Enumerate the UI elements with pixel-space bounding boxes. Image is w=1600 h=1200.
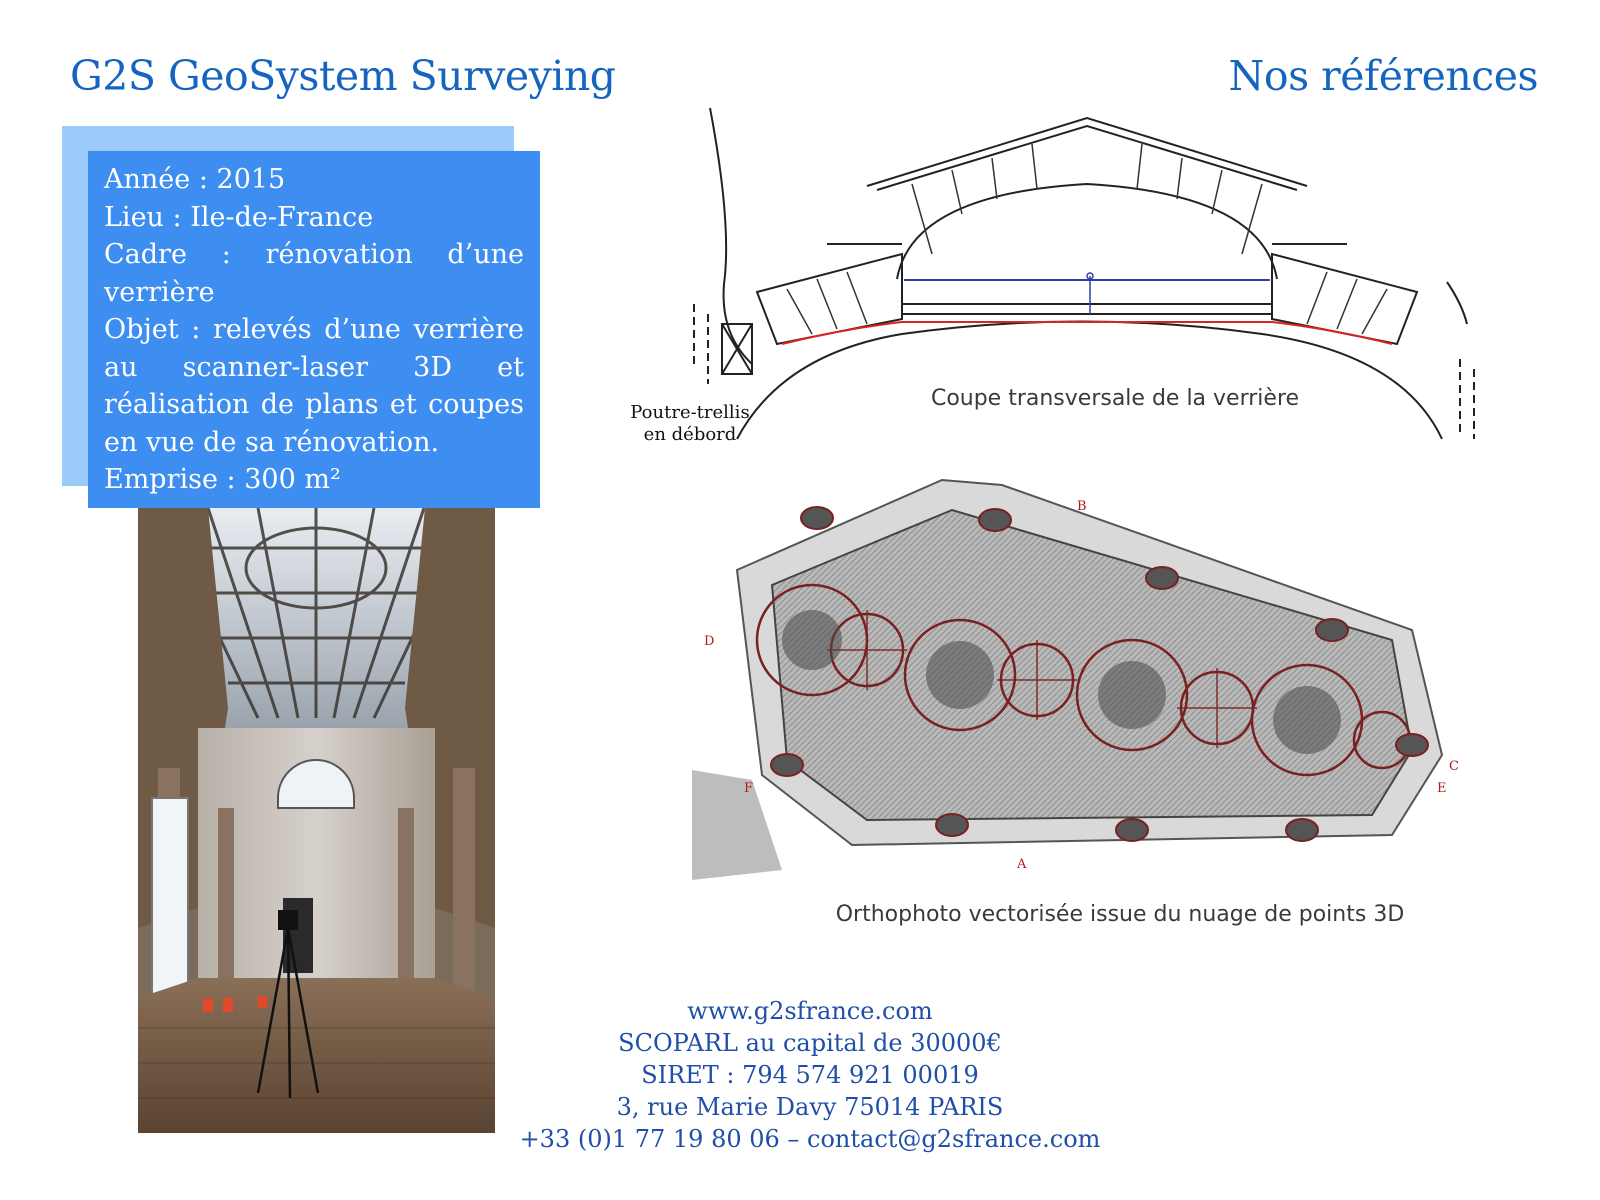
section-title: Nos références [1228,52,1538,100]
beam-label-line-1: Poutre-trellis [630,402,750,423]
place-value: Ile-de-France [190,201,374,233]
footer-website[interactable]: www.g2sfrance.com [687,997,933,1025]
marker-f: F [744,781,754,796]
marker-a: A [1017,857,1027,872]
year-label: Année : [104,164,208,195]
company-footer [500,995,1120,1155]
frame-value: rénovation d’une verrière [104,239,524,308]
footer-address: 3, rue Marie Davy 75014 PARIS [616,1093,1004,1121]
place-label: Lieu : [104,201,182,233]
area-label: Emprise : [104,464,236,495]
year-row [104,161,524,199]
beam-label-line-2: en débord [643,424,737,445]
company-title: G2S GeoSystem Surveying [70,52,616,100]
section-caption: Coupe transversale de la verrière [930,386,1300,411]
year-value: 2015 [216,164,286,195]
object-value: relevés d’une verrière au scanner-laser 3D et réalisation de plans et coupes en vue de sa rénovation. [104,314,524,458]
area-value: 300 m² [244,464,341,495]
place-row [104,199,524,237]
marker-b: B [1077,499,1087,514]
object-label: Objet : [104,314,201,345]
marker-e: E [1437,781,1447,796]
frame-label: Cadre : [104,239,231,270]
marker-c: C [1449,759,1459,774]
footer-capital: SCOPARL au capital de 30000€ [618,1029,1002,1057]
beam-label [620,402,760,446]
footer-contact[interactable]: +33 (0)1 77 19 80 06 – contact@g2sfrance.com [519,1125,1101,1153]
marker-d: D [704,634,715,649]
area-row [104,461,524,499]
orthophoto-plan [692,470,1527,890]
footer-siret: SIRET : 794 574 921 00019 [641,1061,979,1089]
frame-row [104,236,524,311]
project-info-card [88,151,540,508]
ortho-caption: Orthophoto vectorisée issue du nuage de points 3D [835,902,1405,927]
hall-photo-drawing [138,508,495,1133]
object-row [104,311,524,461]
interior-photo [138,508,495,1133]
